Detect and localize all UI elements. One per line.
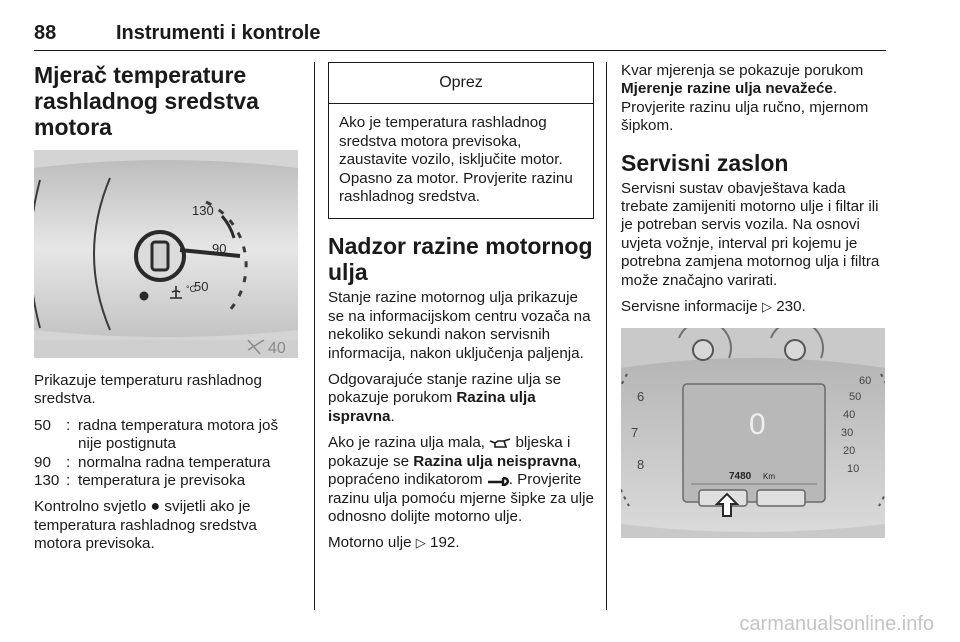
odometer-unit: Km <box>763 472 775 482</box>
speed-label: 60 <box>859 375 872 388</box>
watermark: carmanualsonline.info <box>739 613 934 635</box>
oil-level-paragraph-1: Stanje razine motornog ulja prikazuje se na informacijskom centru vozača na nekoliko sekundi nakon servisnih informacija, nakon uključenja paljenja. <box>328 289 591 362</box>
svg-text:°C: °C <box>186 284 197 294</box>
manual-check-text: Provjerite razinu ulja ručno, mjernom šipkom. <box>621 98 869 135</box>
column-3 <box>621 62 887 538</box>
speed-label: 7 <box>631 425 639 441</box>
column-separator <box>314 62 315 610</box>
temperature-warning-lamp-icon: ● <box>150 498 161 516</box>
section-heading-oil-level: Nadzor razine motornog ulja <box>328 233 593 286</box>
speed-label: 10 <box>847 463 860 476</box>
wrench-icon <box>487 474 509 486</box>
page-number: 88 <box>34 22 57 44</box>
section-heading-service-display: Servisni zaslon <box>621 149 789 176</box>
speed-label: 40 <box>843 409 856 422</box>
table-row: 130 : temperatura je previsoka <box>34 472 246 490</box>
speed-label: 6 <box>637 389 645 405</box>
oil-level-paragraph-2: Odgovarajuće stanje razine ulja se pokazuje porukom Razina ulja ispravna. <box>328 371 562 425</box>
odometer-value: 7480 <box>729 471 752 483</box>
reference-arrow-icon: ▷ <box>761 299 772 315</box>
speed-label: 30 <box>841 427 854 440</box>
gauge-label-50: 50 <box>194 279 209 294</box>
speed-label: 20 <box>843 445 856 458</box>
caution-title: Oprez <box>329 63 593 104</box>
speed-label: 8 <box>637 457 645 473</box>
service-info-reference[interactable]: Servisne informacije ▷ 230. <box>621 298 806 316</box>
table-row: 50 : radna temperatura motora još nije postignuta <box>34 416 279 453</box>
speed-label: 50 <box>849 391 862 404</box>
engine-oil-reference[interactable]: Motorno ulje ▷ 192. <box>328 534 460 552</box>
column-2 <box>328 62 594 561</box>
instrument-cluster-figure <box>621 328 885 538</box>
cluster-center-value: 0 <box>749 408 766 442</box>
temperature-gauge-figure <box>34 150 298 358</box>
column-separator <box>606 62 607 610</box>
caution-text: Ako je temperatura rashladnog sredstva motora previsoka, zaustavite vozilo, isključite motor. Opasno za motor. Provjerite razinu rashladnog sredstva. <box>339 114 573 206</box>
gauge-edge-label: 40 <box>268 340 286 357</box>
measurement-error-text: Kvar mjerenja se pokazuje porukom Mjerenje razine ulja nevažeće. <box>621 62 864 98</box>
temperature-intro: Prikazuje temperaturu rashladnog sredstva. <box>34 372 262 408</box>
table-row: 90 : normalna radna temperatura <box>34 453 271 471</box>
section-heading-temperature: Mjerač temperature rashladnog sredstva motora <box>34 62 259 140</box>
temperature-gauge-illustration <box>34 150 298 358</box>
column-1 <box>34 62 302 562</box>
gauge-label-130: 130 <box>192 203 214 218</box>
temperature-values-table <box>34 417 302 491</box>
chapter-title: Instrumenti i kontrole <box>116 22 321 44</box>
reference-arrow-icon: ▷ <box>415 535 426 551</box>
service-display-text: Servisni sustav obavještava kada trebate zamijeniti motorno ulje i filtar ili je potreban servis vozila. Na osnovi uvjeta vožnje, interval pri kojemu je potrebna zamjena motornog ulja i filtra može značajno varirati. <box>621 179 880 289</box>
oil-level-paragraph-3: Ako je razina ulja mala, bljeska i pokazuje se Razina ulja neispravna, popraćeno indikatorom . Provjerite razinu ulja pomoću mjerne šipke za ulje odnosno dolijte motorno ulje. <box>328 434 594 525</box>
oil-can-icon <box>489 438 511 448</box>
temperature-warning-text: Kontrolno svjetlo ● svijetli ako je temperatura rashladnog sredstva motora previsoka. <box>34 498 257 553</box>
gauge-label-90: 90 <box>212 241 227 256</box>
header-rule <box>34 50 886 51</box>
caution-box <box>328 62 594 219</box>
